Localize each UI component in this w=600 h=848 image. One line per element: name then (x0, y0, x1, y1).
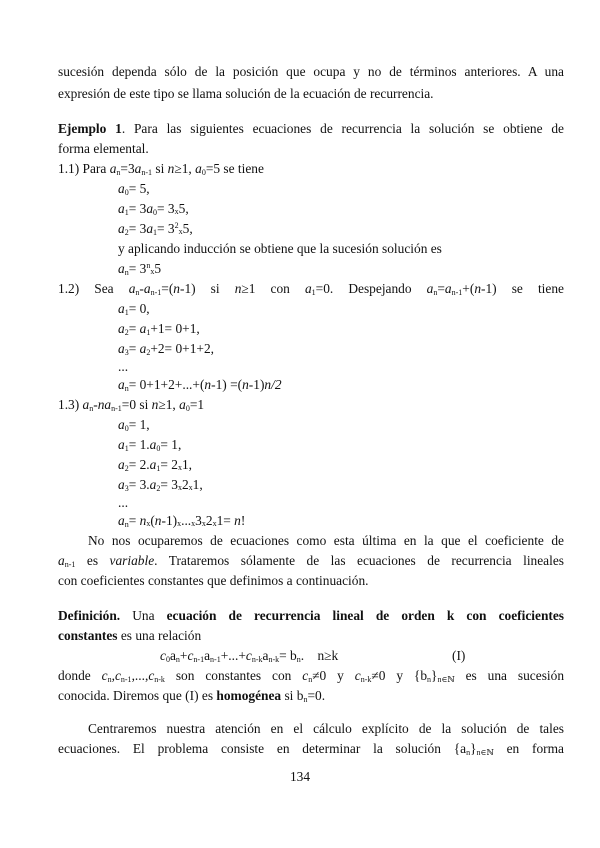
equation-line: $a_2= 2.a_1= 2x1$, (118, 457, 193, 473)
text-line: con coeficientes constantes que definimos a continuación. (58, 573, 369, 588)
equation-line: $a_n= nx(n-1)x...x3x2x1= n$! (118, 513, 246, 529)
example-1-2-statement: 1.2) Sea $a_n-a_{n-1}=(n-1)$ si n≥1 con $a_1=0$. Despejando $a_n=a_{n-1}+(n-1)$ se tiene (58, 281, 564, 297)
example-heading-line: Ejemplo 1. Para las siguientes ecuaciones de recurrencia la solución se obtiene de (58, 121, 564, 136)
ellipsis-line: ... (118, 495, 129, 510)
example-1-1-statement: 1.1) Para $a_n=3a_{n-1}$ si n≥1, $a_0=5$ se tiene (58, 161, 264, 177)
equation-line: $a_1= 1.a_0= 1$, (118, 437, 182, 453)
equation-line: $a_1= 3a_0= 3x5$, (118, 201, 189, 217)
equation-line: $a_n= 3^nx5$ (118, 261, 162, 277)
text-line: conocida. Diremos que (I) es homogénea si $b_n=0$. (58, 688, 326, 704)
text-line: forma elemental. (58, 141, 149, 156)
text-line: No nos ocuparemos de ecuaciones como esta última en la que el coeficiente de (88, 533, 564, 548)
text-line: $a_{n-1}$ es variable. Trataremos sólamente de las ecuaciones de recurrencia lineales (58, 553, 564, 569)
equation-line: $a_2= 3a_1= 3^2x5$, (118, 221, 193, 237)
text-line: Centraremos nuestra atención en el cálculo explícito de la solución de tales (88, 721, 564, 736)
equation-line: $a_n= 0+1+2+...+(n-1) =(n-1)n/2$ (118, 377, 282, 393)
text-line: ecuaciones. El problema consiste en determinar la solución $\{a_n\}_{n\in ℕ}$ en forma (58, 741, 564, 757)
definition-equation: $c_0a_n+c_{n-1}a_{n-1}+...+c_{n-k}a_{n-k}= b_n$. n≥k (I) (160, 648, 466, 664)
equation-line: $a_0= 1$, (118, 417, 150, 433)
text-line: donde $c_n,c_{n-1},...,c_{n-k}$ son constantes con $c_n\ne 0$ y $c_{n-k}\ne 0$ y $\{b_n\}_{n\in ℕ}$ es una sucesión (58, 668, 565, 684)
equation-line: $a_0= 5$, (118, 181, 150, 197)
page-number: 134 (289, 769, 311, 784)
ellipsis-line: ... (118, 359, 129, 374)
equation-line: $a_3= 3.a_2= 3x2x1$, (118, 477, 203, 493)
definition-heading-line: Definición. Una ecuación de recurrencia lineal de orden k con coeficientes (58, 608, 564, 623)
equation-line: $a_2= a_1+1= 0+1$, (118, 321, 200, 337)
text-line: expresión de este tipo se llama solución de la ecuación de recurrencia. (58, 86, 434, 101)
equation-line: $a_3= a_2+2= 0+1+2$, (118, 341, 214, 357)
text-line: sucesión dependa sólo de la posición que ocupa y no de términos anteriores. A una (58, 64, 564, 79)
example-1-3-statement: 1.3) $a_n-na_{n-1}=0$ si n≥1, $a_0=1$ (58, 397, 205, 413)
equation-line: $a_1= 0$, (118, 301, 150, 317)
text-line: constantes es una relación (58, 628, 202, 643)
text-line: y aplicando inducción se obtiene que la sucesión solución es (118, 241, 442, 256)
